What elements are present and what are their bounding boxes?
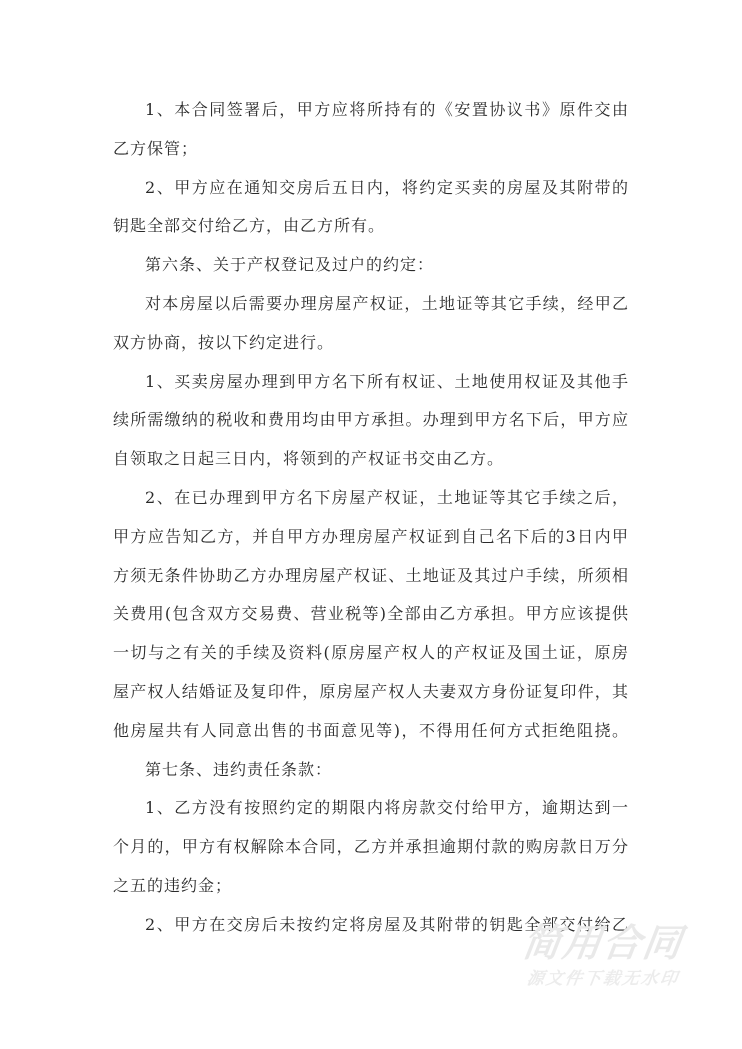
paragraph-line: 对本房屋以后需要办理房屋产权证，土地证等其它手续，经甲乙 xyxy=(145,293,629,313)
paragraph-line: 1、买卖房屋办理到甲方名下所有权证、土地使用权证及其他手 xyxy=(145,371,629,391)
paragraph-line: 甲方应告知乙方，并自甲方办理房屋产权证到自己名下后的3日内甲 xyxy=(113,526,629,546)
paragraph-line: 1、乙方没有按照约定的期限内将房款交付给甲方，逾期达到一 xyxy=(145,798,629,818)
paragraph-line: 乙方保管； xyxy=(113,138,199,158)
paragraph-line: 双方协商，按以下约定进行。 xyxy=(113,332,335,352)
article-heading: 第六条、关于产权登记及过户的约定： xyxy=(145,255,435,275)
paragraph-line: 续所需缴纳的税收和费用均由甲方承担。办理到甲方名下后，甲方应 xyxy=(113,410,629,430)
paragraph-line: 2、甲方在交房后未按约定将房屋及其附带的钥匙全部交付给乙 xyxy=(145,914,629,934)
paragraph-line: 一切与之有关的手续及资料(原房屋产权人的产权证及国土证，原房 xyxy=(113,643,629,663)
watermark-tagline: 源文件下载无水印 xyxy=(525,969,681,989)
paragraph-line: 关费用(包含双方交易费、营业税等)全部由乙方承担。甲方应该提供 xyxy=(113,604,629,624)
paragraph-line: 他房屋共有人同意出售的书面意见等)，不得用任何方式拒绝阻挠。 xyxy=(113,720,629,740)
paragraph-line: 2、甲方应在通知交房后五日内，将约定买卖的房屋及其附带的 xyxy=(145,177,629,197)
paragraph-line: 方须无条件协助乙方办理房屋产权证、土地证及其过户手续，所须相 xyxy=(113,565,629,585)
watermark-brand: 简用合同 xyxy=(519,921,687,965)
article-heading: 第七条、违约责任条款： xyxy=(145,759,333,779)
paragraph-line: 屋产权人结婚证及复印件，原房屋产权人夫妻双方身份证复印件，其 xyxy=(113,681,629,701)
paragraph-line: 自领取之日起三日内，将领到的产权证书交由乙方。 xyxy=(113,449,505,469)
paragraph-line: 1、本合同签署后，甲方应将所持有的《安置协议书》原件交由 xyxy=(145,100,629,119)
paragraph-line: 之五的违约金； xyxy=(113,875,233,895)
contract-body xyxy=(113,91,629,945)
paragraph-line: 个月的，甲方有权解除本合同，乙方并承担逾期付款的购房款日万分 xyxy=(113,837,629,857)
paragraph-line: 钥匙全部交付给乙方，由乙方所有。 xyxy=(113,216,386,236)
paragraph-line: 2、在已办理到甲方名下房屋产权证，土地证等其它手续之后， xyxy=(145,487,629,507)
